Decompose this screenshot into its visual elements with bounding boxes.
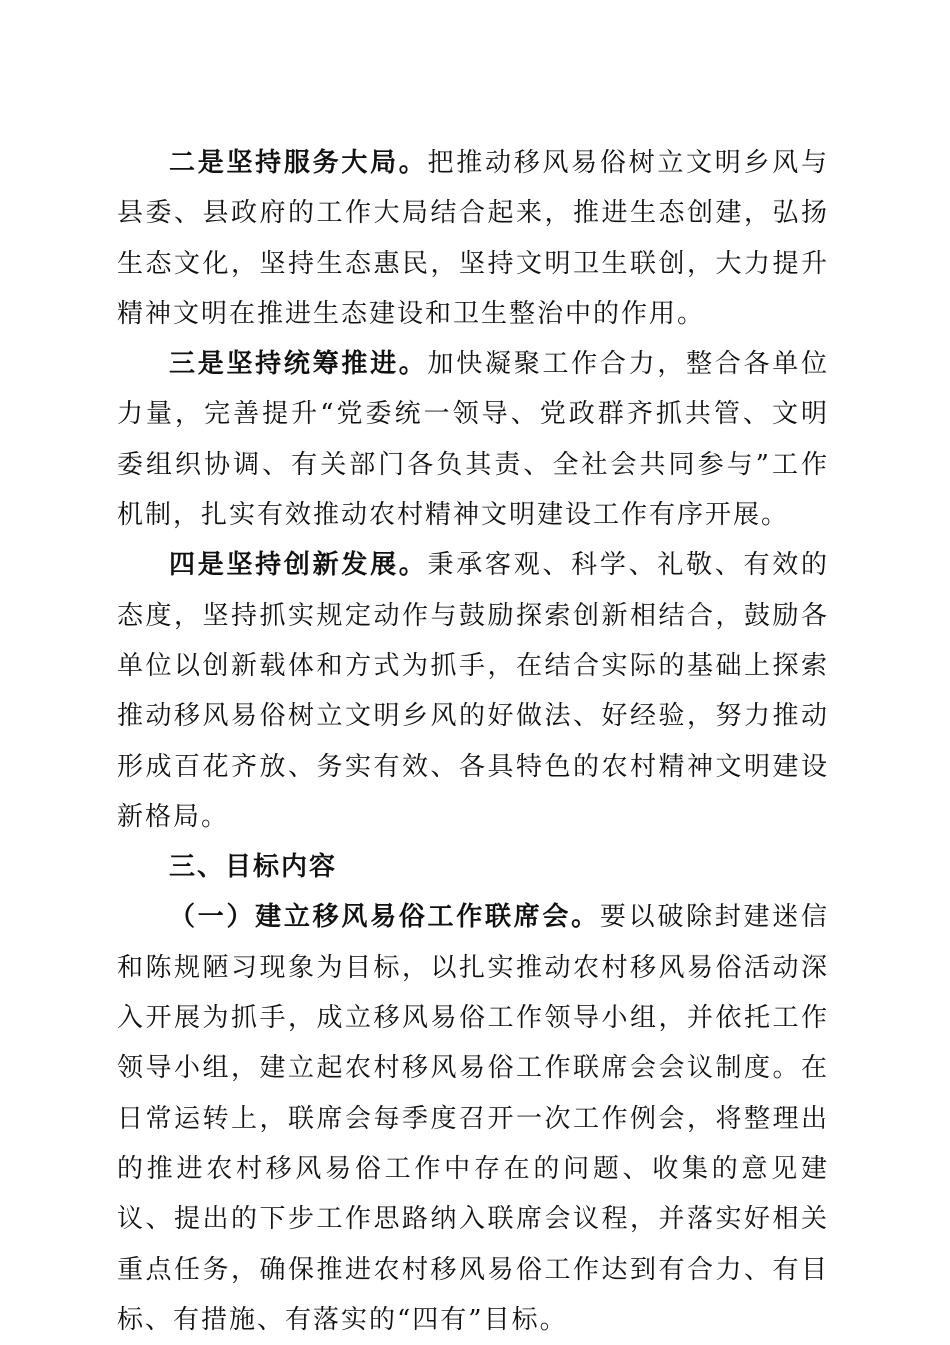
paragraph-joint-meeting — [117, 892, 829, 1345]
paragraph-text: 秉承客观、科学、礼敬、有效的态度，坚持抓实规定动作与鼓励探索创新相结合，鼓励各单位以创新载体和方式为抓手，在结合实际的基础上探索推动移风易俗树立文明乡风的好做法、好经验，努力推动形成百花齐放、务实有效、各具特色的农村精神文明建设新格局。 — [117, 550, 829, 832]
paragraph-coordinate-advance — [117, 339, 829, 540]
paragraph-text: 加快凝聚工作合力，整合各单位力量，完善提升“党委统一领导、党政群齐抓共管、文明委组织协调、有关部门各负其责、全社会共同参与”工作机制，扎实有效推动农村精神文明建设工作有序开展。 — [117, 349, 829, 531]
document-body — [117, 138, 829, 1345]
section-heading: 三、目标内容 — [169, 852, 338, 883]
paragraph-innovative-development — [117, 540, 829, 842]
paragraph-text: 把推动移风易俗树立文明乡风与县委、县政府的工作大局结合起来，推进生态创建，弘扬生态文化，坚持生态惠民，坚持文明卫生联创，大力提升精神文明在推进生态建设和卫生整治中的作用。 — [117, 148, 829, 329]
paragraph-text: 要以破除封建迷信和陈规陋习现象为目标，以扎实推动农村移风易俗活动深入开展为抓手，成立移风易俗工作领导小组，并依托工作领导小组，建立起农村移风易俗工作联席会会议制度。在日常运转上，联席会每季度召开一次工作例会，将整理出的推进农村移风易俗工作中存在的问题、收集的意见建议、提出的下步工作思路纳入联席会议程，并落实好相关重点任务，确保推进农村移风易俗工作达到有合力、有目标、有措施、有落实的“四有”目标。 — [117, 902, 829, 1335]
paragraph-lead: 二是坚持服务大局。 — [169, 148, 428, 178]
subsection-lead: （一）建立移风易俗工作联席会。 — [169, 902, 600, 933]
paragraph-lead: 四是坚持创新发展。 — [169, 550, 428, 581]
paragraph-serve-overall — [117, 138, 829, 339]
paragraph-lead: 三是坚持统筹推进。 — [169, 349, 428, 380]
